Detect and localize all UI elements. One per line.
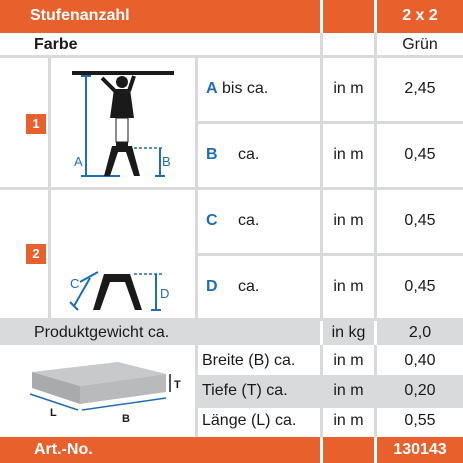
row-b-value: 0,45 xyxy=(404,146,436,163)
package-label-t: T xyxy=(174,379,181,391)
ladder-person-illustration xyxy=(52,58,192,184)
laenge-value: 0,55 xyxy=(404,412,436,429)
package-box-illustration xyxy=(20,352,190,430)
tiefe-unit: in m xyxy=(333,382,364,399)
grid-line xyxy=(0,187,463,190)
farbe-label: Farbe xyxy=(34,36,78,53)
tiefe-label: Tiefe (T) ca. xyxy=(202,382,288,399)
row-b xyxy=(206,145,259,165)
weight-label: Produktgewicht ca. xyxy=(34,324,170,341)
breite-label: Breite (B) ca. xyxy=(202,352,296,369)
grid-line xyxy=(48,55,51,321)
farbe-value: Grün xyxy=(402,36,438,53)
footer-value: 130143 xyxy=(393,441,447,458)
row-a-value: 2,45 xyxy=(404,80,436,97)
row-c-value: 0,45 xyxy=(404,212,436,229)
row-d-value: 0,45 xyxy=(404,278,436,295)
row-c-text: ca. xyxy=(238,212,260,229)
grid-line xyxy=(195,55,198,321)
grid-line xyxy=(197,253,463,256)
breite-unit: in m xyxy=(333,352,364,369)
row-c-unit: in m xyxy=(333,212,364,229)
row-d-letter: D xyxy=(206,278,218,295)
row-d-unit: in m xyxy=(333,278,364,295)
row-a xyxy=(206,79,268,99)
row-b-letter: B xyxy=(206,146,218,163)
row-b-text: ca. xyxy=(238,146,260,163)
laenge-label: Länge (L) ca. xyxy=(202,412,297,429)
row-b-unit: in m xyxy=(333,146,364,163)
figure-label-d: D xyxy=(160,286,170,301)
weight-unit: in kg xyxy=(331,324,366,341)
breite-value: 0,40 xyxy=(404,352,436,369)
row-a-unit: in m xyxy=(333,80,364,97)
header-value: 2 x 2 xyxy=(402,7,438,24)
section-badge-1: 1 xyxy=(26,114,46,134)
row-a-letter: A xyxy=(206,80,218,97)
laenge-unit: in m xyxy=(333,412,364,429)
weight-value: 2,0 xyxy=(408,324,432,341)
footer-divider xyxy=(320,437,323,463)
figure-label-a: A xyxy=(74,154,83,169)
row-c-letter: C xyxy=(206,212,218,229)
figure-label-b: B xyxy=(162,154,171,169)
footer-label: Art.-No. xyxy=(34,441,93,458)
package-label-b: B xyxy=(122,413,130,425)
row-a-text: bis ca. xyxy=(222,80,269,97)
figure-label-c: C xyxy=(70,276,80,291)
grid-line xyxy=(197,121,463,124)
folded-ladder-illustration xyxy=(52,258,192,318)
section-badge-2: 2 xyxy=(26,244,46,264)
tiefe-value: 0,20 xyxy=(404,382,436,399)
row-d xyxy=(206,277,259,297)
row-c xyxy=(206,211,259,231)
header-divider xyxy=(320,0,323,33)
grid-line xyxy=(197,405,463,408)
header-label: Stufenanzahl xyxy=(30,7,130,24)
row-d-text: ca. xyxy=(238,278,260,295)
package-label-l: L xyxy=(50,407,57,419)
